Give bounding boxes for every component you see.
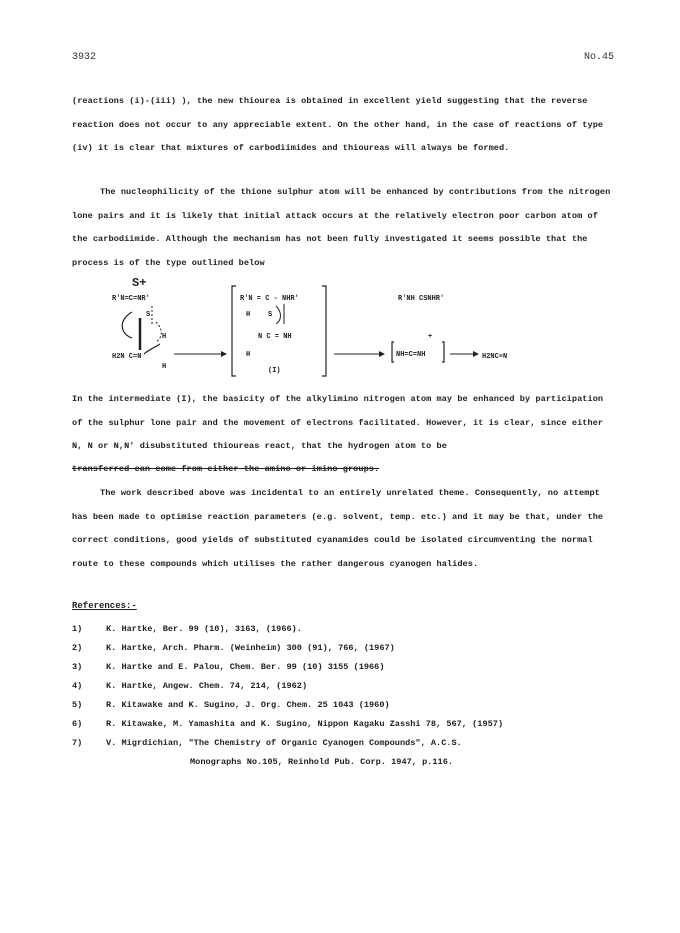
product-cyanamide: H2NC≡N bbox=[482, 353, 508, 361]
dotted-bond bbox=[152, 306, 161, 342]
reference-text: R. Kitawake and K. Sugino, J. Org. Chem. 25 1043 (1960) bbox=[106, 700, 390, 710]
reference-text: K. Hartke, Ber. 99 (10), 3163, (1966). bbox=[106, 624, 302, 634]
paragraph-2: The nucleophilicity of the thione sulphur atom will be enhanced by contributions from the nitrogen lone pairs and it is likely that initial attack occurs at the relatively electron poor carbon atom of the carbodiimide. Although the mechanism has not been fully investigated it seems possible that the process is of the type outlined below bbox=[72, 187, 611, 268]
intermediate-top: R'N = C - NHR' bbox=[240, 295, 299, 303]
reactant-thiourea: H2N C=N bbox=[112, 353, 142, 361]
paragraph-3-end: transferred can come from either the amino or imino groups. bbox=[72, 464, 380, 474]
reference-number: 3) bbox=[72, 662, 83, 672]
product-carbodiimide: NH=C=NH bbox=[396, 351, 426, 359]
intermediate-bond bbox=[276, 304, 284, 324]
reference-number: 1) bbox=[72, 624, 83, 634]
intermediate-hydrogen-2: H bbox=[246, 351, 251, 359]
reference-number: 7) bbox=[72, 738, 83, 748]
reference-item bbox=[72, 734, 632, 753]
references-heading: References:- bbox=[72, 601, 137, 611]
reactant-nh-hydrogen: H bbox=[162, 363, 167, 371]
intermediate-label: (I) bbox=[268, 367, 281, 375]
reference-item bbox=[72, 639, 632, 658]
reference-item bbox=[72, 677, 632, 696]
reference-text: R. Kitawake, M. Yamashita and K. Sugino, Nippon Kagaku Zasshi 78, 567, (1957) bbox=[106, 719, 504, 729]
reference-number: 5) bbox=[72, 700, 83, 710]
reference-text: K. Hartke, Arch. Pharm. (Weinheim) 300 (91), 766, (1967) bbox=[106, 643, 395, 653]
reactant-sulfur: S bbox=[146, 311, 151, 319]
s-plus-label: S+ bbox=[132, 276, 147, 290]
reference-text: K. Hartke, Angew. Chem. 74, 214, (1962) bbox=[106, 681, 308, 691]
reference-number: 2) bbox=[72, 643, 83, 653]
bracket-right bbox=[322, 286, 326, 376]
reactant-carbodiimide: R'N=C=NR' bbox=[112, 295, 150, 303]
bracket-left bbox=[232, 286, 236, 376]
paragraph-4: The work described above was incidental to an entirely unrelated theme. Consequently, no attempt has been made to optimise reaction parameters (e.g. solvent, temp. etc.) and it may be that, under the correct conditions, good yields of substituted cyanamides could be isolated circumventing the normal route to these compounds which utilises the rather dangerous cyanogen halides. bbox=[72, 488, 604, 569]
product-bracket-left bbox=[392, 342, 394, 362]
reference-text: V. Migrdichian, "The Chemistry of Organic Cyanogen Compounds", A.C.S. bbox=[106, 738, 462, 748]
reaction-scheme bbox=[108, 272, 568, 392]
reference-number: 4) bbox=[72, 681, 83, 691]
reference-continuation bbox=[72, 753, 632, 771]
reference-item bbox=[72, 696, 632, 715]
reference-text: K. Hartke and E. Palou, Chem. Ber. 99 (10) 3155 (1966) bbox=[106, 662, 385, 672]
page-number: 3932 bbox=[72, 52, 97, 63]
reference-item bbox=[72, 658, 632, 677]
issue-number: No.45 bbox=[583, 52, 614, 63]
intermediate-sulfur: S bbox=[268, 311, 273, 319]
paragraph-1: (reactions (i)-(iii) ), the new thiourea is obtained in excellent yield suggesting that the reverse reaction does not occur to any appreciable extent. On the other hand, in the case of reactions of type (iv) it is clear that mixtures of carbodiimides and thioureas will always be formed. bbox=[72, 96, 604, 154]
intermediate-mid: N C = NH bbox=[258, 333, 292, 341]
reference-number: 6) bbox=[72, 719, 83, 729]
product-bracket-right bbox=[442, 342, 444, 362]
product-thiourea: R'NH CSNHR' bbox=[398, 295, 445, 303]
curly-arrow-1 bbox=[122, 312, 132, 338]
curly-arrow-2 bbox=[144, 344, 160, 354]
reference-item bbox=[72, 620, 632, 639]
paragraph-3: In the intermediate (I), the basicity of the alkylimino nitrogen atom may be enhanced by participation of the sulphur lone pair and the movement of electrons facilitated. However, it is clear, since either N, N or N,N' disubstituted thioureas react, that the hydrogen atom to be bbox=[72, 394, 604, 452]
references-list bbox=[72, 620, 632, 771]
reference-item bbox=[72, 715, 632, 734]
intermediate-hydrogen: H bbox=[246, 311, 251, 319]
reference-text: Monographs No.105, Reinhold Pub. Corp. 1947, p.116. bbox=[190, 757, 454, 767]
plus-sign: + bbox=[428, 333, 433, 341]
reactant-hydrogen: H bbox=[162, 333, 167, 341]
